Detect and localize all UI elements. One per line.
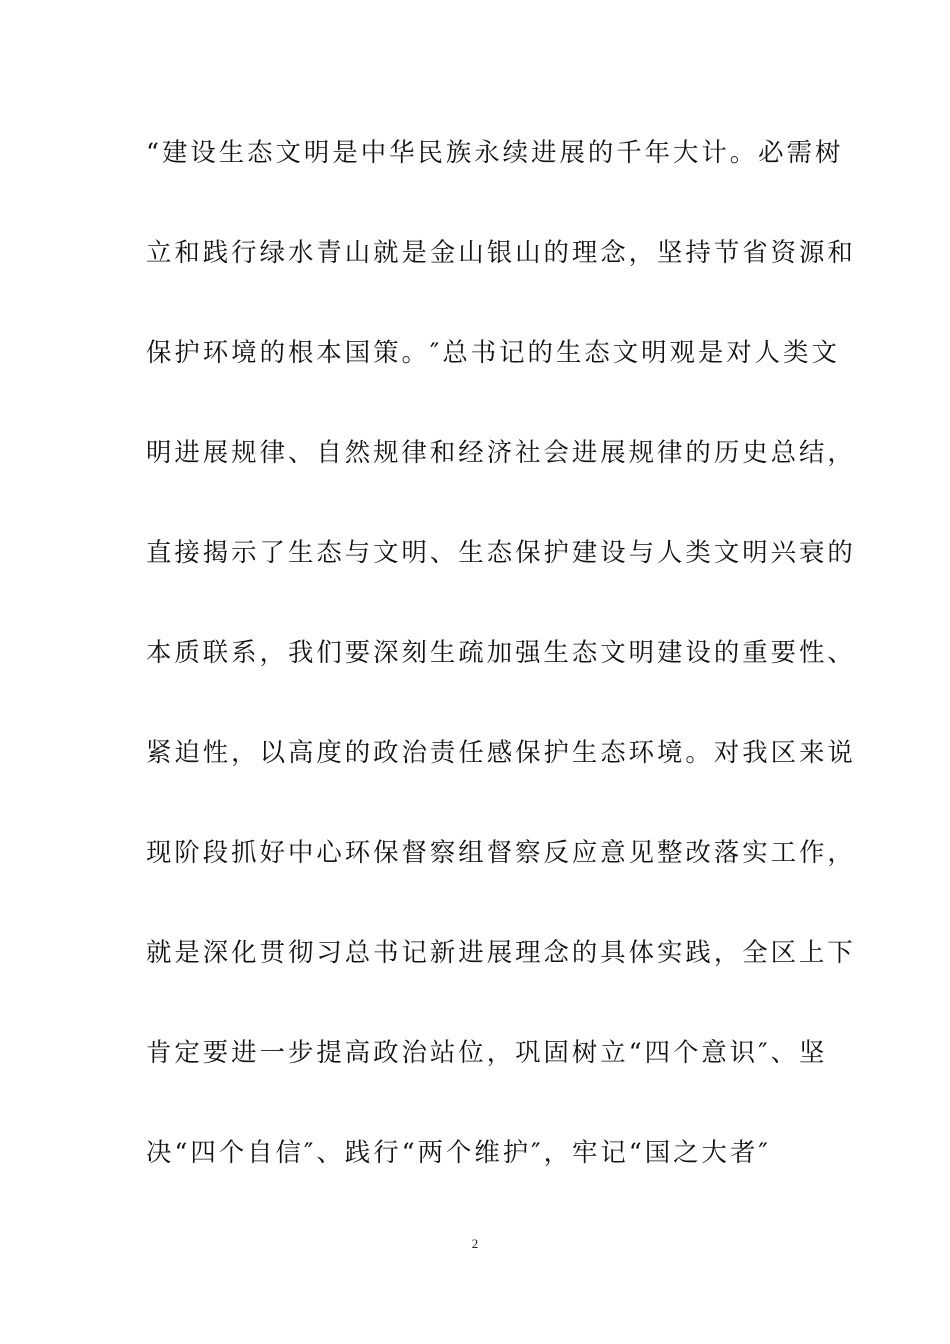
text-line: 现阶段抓好中心环保督察组督察反应意见整改落实工作， [146, 837, 856, 867]
text-line: 决“四个自信″、践行“两个维护″，牢记“国之大者″ [146, 1137, 771, 1167]
text-line: “建设生态文明是中华民族永续进展的千年大计。必需树 [146, 137, 844, 167]
text-line: 紧迫性，以高度的政治责任感保护生态环境。对我区来说 [146, 737, 856, 767]
text-line: 保护环境的根本国策。″总书记的生态文明观是对人类文 [146, 337, 840, 367]
text-line: 明进展规律、自然规律和经济社会进展规律的历史总结， [146, 437, 856, 467]
text-line: 本质联系，我们要深刻生疏加强生态文明建设的重要性、 [146, 637, 856, 667]
text-line: 肯定要进一步提高政治站位，巩固树立“四个意识″、坚 [146, 1037, 828, 1067]
text-line: 直接揭示了生态与文明、生态保护建设与人类文明兴衰的 [146, 537, 856, 567]
page-number: 2 [471, 1236, 479, 1251]
body-paragraph [146, 122, 856, 1222]
text-line: 立和践行绿水青山就是金山银山的理念，坚持节省资源和 [146, 237, 856, 267]
text-line: 就是深化贯彻习总书记新进展理念的具体实践，全区上下 [146, 937, 856, 967]
